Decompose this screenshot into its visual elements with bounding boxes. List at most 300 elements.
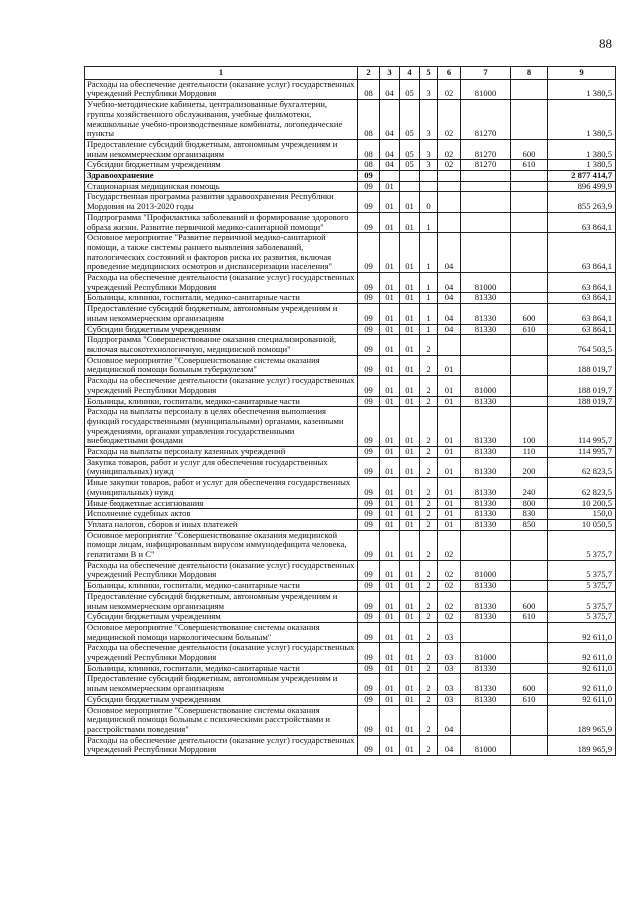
- subsection-code-cell: 01: [380, 478, 400, 498]
- table-row: [85, 674, 616, 694]
- table-row: [85, 396, 616, 407]
- table-row: [85, 407, 616, 447]
- section-code-cell: 09: [358, 171, 380, 182]
- subsection-code-cell: 01: [380, 509, 400, 520]
- row-name-cell: Основное мероприятие "Развитие первичной медико-санитарной помощи, а также системы раннего выявления заболеваний, патологических состояний и факторов риска их развития, включая проведение медицинских осмотров и диспансеризации населения": [85, 233, 358, 273]
- section-code-cell: 09: [358, 498, 380, 509]
- program-code-cell: 01: [400, 376, 420, 396]
- direction-code-cell: [461, 212, 511, 232]
- measure-code-cell: [438, 212, 461, 232]
- header-cell: 8: [511, 67, 548, 80]
- amount-cell: 189 965,9: [548, 705, 616, 735]
- row-name-cell: Основное мероприятие "Совершенствование оказания медицинской помощи лицам, инфицированным вирусом иммунодефицита человека, гепатитами В и С": [85, 530, 358, 560]
- expense-type-cell: [511, 355, 548, 375]
- subsection-code-cell: 01: [380, 233, 400, 273]
- table-row: [85, 233, 616, 273]
- row-name-cell: Основное мероприятие "Совершенствование системы оказания медицинской помощи больным с психическими расстройствами и расстройствами поведения": [85, 705, 358, 735]
- subsection-code-cell: 01: [380, 396, 400, 407]
- table-row: [85, 509, 616, 520]
- table-row: [85, 273, 616, 293]
- program-code-cell: 01: [400, 457, 420, 477]
- subprogram-code-cell: 2: [420, 581, 438, 592]
- row-name-cell: Предоставление субсидий бюджетным, автономным учреждениям и иным некоммерческим организациям: [85, 674, 358, 694]
- direction-code-cell: [461, 233, 511, 273]
- measure-code-cell: 01: [438, 355, 461, 375]
- row-name-cell: Расходы на обеспечение деятельности (оказание услуг) государственных учреждений Республики Мордовия: [85, 273, 358, 293]
- expense-type-cell: [511, 581, 548, 592]
- subprogram-code-cell: 2: [420, 478, 438, 498]
- row-name-cell: Предоставление субсидий бюджетным, автономным учреждениям и иным некоммерческим организациям: [85, 591, 358, 611]
- program-code-cell: 01: [400, 674, 420, 694]
- subsection-code-cell: 01: [380, 335, 400, 355]
- section-code-cell: 09: [358, 192, 380, 212]
- amount-cell: 92 611,0: [548, 694, 616, 705]
- table-row: [85, 139, 616, 159]
- row-name-cell: Основное мероприятие "Совершенствование системы оказания медицинской помощи больным туберкулезом": [85, 355, 358, 375]
- expense-type-cell: [511, 192, 548, 212]
- subprogram-code-cell: 1: [420, 304, 438, 324]
- table-row: [85, 324, 616, 335]
- program-code-cell: 01: [400, 396, 420, 407]
- row-name-cell: Расходы на выплаты персоналу в целях обеспечения выполнения функций государственными (муниципальными) органами, казенными учреждениями, органами управления государственными внебюджетными фондами: [85, 407, 358, 447]
- expense-type-cell: [511, 335, 548, 355]
- program-code-cell: 01: [400, 212, 420, 232]
- measure-code-cell: [438, 181, 461, 192]
- subprogram-code-cell: 2: [420, 498, 438, 509]
- section-code-cell: 09: [358, 376, 380, 396]
- direction-code-cell: 81330: [461, 293, 511, 304]
- expense-type-cell: 240: [511, 478, 548, 498]
- program-code-cell: 01: [400, 735, 420, 755]
- measure-code-cell: 04: [438, 293, 461, 304]
- program-code-cell: 01: [400, 335, 420, 355]
- direction-code-cell: 81330: [461, 498, 511, 509]
- measure-code-cell: 01: [438, 519, 461, 530]
- direction-code-cell: 81000: [461, 376, 511, 396]
- section-code-cell: 09: [358, 447, 380, 458]
- table-row: [85, 447, 616, 458]
- program-code-cell: 01: [400, 591, 420, 611]
- program-code-cell: 01: [400, 304, 420, 324]
- table-header-row: [85, 67, 616, 80]
- direction-code-cell: 81000: [461, 273, 511, 293]
- amount-cell: 62 823,5: [548, 478, 616, 498]
- expense-type-cell: 600: [511, 304, 548, 324]
- program-code-cell: 01: [400, 407, 420, 447]
- direction-code-cell: 81000: [461, 79, 511, 99]
- measure-code-cell: 02: [438, 612, 461, 623]
- subsection-code-cell: 01: [380, 612, 400, 623]
- direction-code-cell: [461, 171, 511, 182]
- row-name-cell: Подпрограмма "Профилактика заболеваний и формирование здорового образа жизни. Развитие первичной медико-санитарной помощи": [85, 212, 358, 232]
- direction-code-cell: 81330: [461, 519, 511, 530]
- measure-code-cell: 03: [438, 622, 461, 642]
- section-code-cell: 09: [358, 396, 380, 407]
- table-row: [85, 181, 616, 192]
- table-row: [85, 79, 616, 99]
- measure-code-cell: 01: [438, 407, 461, 447]
- row-name-cell: Больницы, клиники, госпитали, медико-санитарные части: [85, 581, 358, 592]
- subprogram-code-cell: 2: [420, 663, 438, 674]
- row-name-cell: Закупка товаров, работ и услуг для обеспечения государственных (муниципальных) нужд: [85, 457, 358, 477]
- section-code-cell: 09: [358, 674, 380, 694]
- subprogram-code-cell: 2: [420, 622, 438, 642]
- subprogram-code-cell: 2: [420, 407, 438, 447]
- amount-cell: 114 995,7: [548, 407, 616, 447]
- subprogram-code-cell: 2: [420, 355, 438, 375]
- table-row: [85, 376, 616, 396]
- subprogram-code-cell: 2: [420, 519, 438, 530]
- expense-type-cell: 200: [511, 457, 548, 477]
- subsection-code-cell: 01: [380, 181, 400, 192]
- section-code-cell: 09: [358, 612, 380, 623]
- direction-code-cell: 81270: [461, 139, 511, 159]
- program-code-cell: 05: [400, 100, 420, 140]
- row-name-cell: Субсидии бюджетным учреждениям: [85, 612, 358, 623]
- amount-cell: 5 375,7: [548, 612, 616, 623]
- section-code-cell: 09: [358, 457, 380, 477]
- table-row: [85, 100, 616, 140]
- subprogram-code-cell: 2: [420, 674, 438, 694]
- table-row: [85, 622, 616, 642]
- subsection-code-cell: 01: [380, 530, 400, 560]
- header-cell: 4: [400, 67, 420, 80]
- expense-type-cell: [511, 79, 548, 99]
- section-code-cell: 09: [358, 273, 380, 293]
- measure-code-cell: 01: [438, 509, 461, 520]
- amount-cell: 63 864,1: [548, 233, 616, 273]
- subprogram-code-cell: 2: [420, 643, 438, 663]
- expense-type-cell: 800: [511, 498, 548, 509]
- expense-type-cell: 600: [511, 139, 548, 159]
- direction-code-cell: 81330: [461, 324, 511, 335]
- row-name-cell: Иные закупки товаров, работ и услуг для обеспечения государственных (муниципальных) нужд: [85, 478, 358, 498]
- table-row: [85, 643, 616, 663]
- program-code-cell: 01: [400, 498, 420, 509]
- direction-code-cell: 81330: [461, 663, 511, 674]
- table-row: [85, 192, 616, 212]
- expense-type-cell: 600: [511, 591, 548, 611]
- row-name-cell: Стационарная медицинская помощь: [85, 181, 358, 192]
- row-name-cell: Подпрограмма "Совершенствование оказания специализированной, включая высокотехнологичную, медицинской помощи": [85, 335, 358, 355]
- table-row: [85, 519, 616, 530]
- measure-code-cell: 01: [438, 396, 461, 407]
- measure-code-cell: 03: [438, 643, 461, 663]
- program-code-cell: 01: [400, 324, 420, 335]
- section-code-cell: 09: [358, 304, 380, 324]
- header-cell: 3: [380, 67, 400, 80]
- row-name-cell: Государственная программа развития здравоохранения Республики Мордовия на 2013-2020 годы: [85, 192, 358, 212]
- subsection-code-cell: 01: [380, 663, 400, 674]
- subsection-code-cell: 01: [380, 694, 400, 705]
- section-code-cell: 09: [358, 622, 380, 642]
- subsection-code-cell: 01: [380, 705, 400, 735]
- row-name-cell: Расходы на обеспечение деятельности (оказание услуг) государственных учреждений Республики Мордовия: [85, 643, 358, 663]
- row-name-cell: Расходы на обеспечение деятельности (оказание услуг) государственных учреждений Республики Мордовия: [85, 79, 358, 99]
- subsection-code-cell: 01: [380, 376, 400, 396]
- amount-cell: 188 019,7: [548, 355, 616, 375]
- page-number: 88: [599, 36, 612, 51]
- program-code-cell: 01: [400, 273, 420, 293]
- amount-cell: 1 380,5: [548, 100, 616, 140]
- section-code-cell: 09: [358, 407, 380, 447]
- program-code-cell: 05: [400, 79, 420, 99]
- expense-type-cell: 610: [511, 160, 548, 171]
- program-code-cell: 01: [400, 612, 420, 623]
- expense-type-cell: 610: [511, 324, 548, 335]
- subsection-code-cell: [380, 171, 400, 182]
- direction-code-cell: 81000: [461, 560, 511, 580]
- header-cell: 7: [461, 67, 511, 80]
- amount-cell: 150,0: [548, 509, 616, 520]
- expense-type-cell: [511, 376, 548, 396]
- expense-type-cell: [511, 622, 548, 642]
- row-name-cell: Расходы на обеспечение деятельности (оказание услуг) государственных учреждений Республики Мордовия: [85, 560, 358, 580]
- expense-type-cell: 600: [511, 674, 548, 694]
- row-name-cell: Расходы на обеспечение деятельности (оказание услуг) государственных учреждений Республики Мордовия: [85, 735, 358, 755]
- program-code-cell: 01: [400, 622, 420, 642]
- expense-type-cell: 830: [511, 509, 548, 520]
- amount-cell: 63 864,1: [548, 273, 616, 293]
- section-code-cell: 09: [358, 233, 380, 273]
- program-code-cell: 05: [400, 160, 420, 171]
- row-name-cell: Исполнение судебных актов: [85, 509, 358, 520]
- subsection-code-cell: 01: [380, 581, 400, 592]
- subprogram-code-cell: 2: [420, 509, 438, 520]
- table-row: [85, 663, 616, 674]
- subprogram-code-cell: 1: [420, 324, 438, 335]
- subprogram-code-cell: 3: [420, 160, 438, 171]
- direction-code-cell: 81330: [461, 304, 511, 324]
- expense-type-cell: 850: [511, 519, 548, 530]
- section-code-cell: 09: [358, 591, 380, 611]
- measure-code-cell: 03: [438, 694, 461, 705]
- amount-cell: 92 611,0: [548, 663, 616, 674]
- amount-cell: 5 375,7: [548, 530, 616, 560]
- amount-cell: 189 965,9: [548, 735, 616, 755]
- amount-cell: 92 611,0: [548, 643, 616, 663]
- subsection-code-cell: 01: [380, 735, 400, 755]
- row-name-cell: Здравоохранение: [85, 171, 358, 182]
- subsection-code-cell: 04: [380, 160, 400, 171]
- table-row: [85, 591, 616, 611]
- direction-code-cell: [461, 355, 511, 375]
- expense-type-cell: [511, 171, 548, 182]
- subsection-code-cell: 04: [380, 139, 400, 159]
- table-row: [85, 171, 616, 182]
- subprogram-code-cell: 0: [420, 192, 438, 212]
- section-code-cell: 09: [358, 293, 380, 304]
- subsection-code-cell: 01: [380, 304, 400, 324]
- row-name-cell: Предоставление субсидий бюджетным, автономным учреждениям и иным некоммерческим организациям: [85, 304, 358, 324]
- subsection-code-cell: 01: [380, 643, 400, 663]
- subsection-code-cell: 01: [380, 498, 400, 509]
- header-cell: 5: [420, 67, 438, 80]
- subprogram-code-cell: 2: [420, 560, 438, 580]
- direction-code-cell: 81330: [461, 612, 511, 623]
- subprogram-code-cell: 2: [420, 396, 438, 407]
- program-code-cell: 01: [400, 560, 420, 580]
- direction-code-cell: 81270: [461, 160, 511, 171]
- subprogram-code-cell: 2: [420, 457, 438, 477]
- amount-cell: 2 877 414,7: [548, 171, 616, 182]
- measure-code-cell: 02: [438, 139, 461, 159]
- expense-type-cell: [511, 735, 548, 755]
- measure-code-cell: 04: [438, 304, 461, 324]
- subsection-code-cell: 01: [380, 324, 400, 335]
- amount-cell: 1 380,5: [548, 139, 616, 159]
- row-name-cell: Субсидии бюджетным учреждениям: [85, 160, 358, 171]
- program-code-cell: 01: [400, 478, 420, 498]
- table-body: [85, 79, 616, 755]
- table-row: [85, 612, 616, 623]
- amount-cell: 855 263,9: [548, 192, 616, 212]
- table-row: [85, 694, 616, 705]
- subsection-code-cell: 01: [380, 407, 400, 447]
- section-code-cell: 09: [358, 181, 380, 192]
- expense-type-cell: 110: [511, 447, 548, 458]
- amount-cell: 896 499,9: [548, 181, 616, 192]
- table-row: [85, 304, 616, 324]
- row-name-cell: Расходы на обеспечение деятельности (оказание услуг) государственных учреждений Республики Мордовия: [85, 376, 358, 396]
- section-code-cell: 08: [358, 79, 380, 99]
- expense-type-cell: 610: [511, 694, 548, 705]
- program-code-cell: [400, 181, 420, 192]
- measure-code-cell: 01: [438, 447, 461, 458]
- program-code-cell: 01: [400, 233, 420, 273]
- measure-code-cell: 02: [438, 160, 461, 171]
- subprogram-code-cell: 2: [420, 705, 438, 735]
- subsection-code-cell: 01: [380, 293, 400, 304]
- subprogram-code-cell: 2: [420, 612, 438, 623]
- direction-code-cell: [461, 192, 511, 212]
- program-code-cell: 01: [400, 293, 420, 304]
- program-code-cell: 01: [400, 530, 420, 560]
- amount-cell: 63 864,1: [548, 324, 616, 335]
- subprogram-code-cell: 3: [420, 139, 438, 159]
- section-code-cell: 09: [358, 212, 380, 232]
- table-row: [85, 212, 616, 232]
- expense-type-cell: [511, 663, 548, 674]
- subprogram-code-cell: 1: [420, 212, 438, 232]
- subprogram-code-cell: [420, 181, 438, 192]
- direction-code-cell: 81330: [461, 581, 511, 592]
- program-code-cell: 01: [400, 705, 420, 735]
- amount-cell: 63 864,1: [548, 293, 616, 304]
- amount-cell: 764 503,5: [548, 335, 616, 355]
- subprogram-code-cell: 2: [420, 735, 438, 755]
- row-name-cell: Субсидии бюджетным учреждениям: [85, 324, 358, 335]
- section-code-cell: 09: [358, 694, 380, 705]
- program-code-cell: 01: [400, 694, 420, 705]
- amount-cell: 92 611,0: [548, 674, 616, 694]
- measure-code-cell: 03: [438, 674, 461, 694]
- subsection-code-cell: 01: [380, 192, 400, 212]
- section-code-cell: 09: [358, 478, 380, 498]
- row-name-cell: Учебно-методические кабинеты, централизованные бухгалтерии, группы хозяйственного обслуживания, учебные фильмотеки, межшкольные учебно-производственные комбинаты, логопедические пункты: [85, 100, 358, 140]
- header-cell: 2: [358, 67, 380, 80]
- section-code-cell: 09: [358, 355, 380, 375]
- direction-code-cell: 81330: [461, 694, 511, 705]
- table-row: [85, 498, 616, 509]
- section-code-cell: 09: [358, 530, 380, 560]
- program-code-cell: 01: [400, 447, 420, 458]
- section-code-cell: 08: [358, 160, 380, 171]
- table-row: [85, 160, 616, 171]
- amount-cell: 1 380,5: [548, 160, 616, 171]
- program-code-cell: 01: [400, 192, 420, 212]
- direction-code-cell: 81330: [461, 509, 511, 520]
- direction-code-cell: [461, 530, 511, 560]
- measure-code-cell: 02: [438, 581, 461, 592]
- subsection-code-cell: 01: [380, 674, 400, 694]
- subsection-code-cell: 01: [380, 457, 400, 477]
- subprogram-code-cell: 1: [420, 233, 438, 273]
- table-row: [85, 478, 616, 498]
- measure-code-cell: [438, 171, 461, 182]
- subsection-code-cell: 01: [380, 560, 400, 580]
- measure-code-cell: 01: [438, 498, 461, 509]
- subsection-code-cell: 01: [380, 355, 400, 375]
- table-row: [85, 457, 616, 477]
- program-code-cell: 01: [400, 663, 420, 674]
- subsection-code-cell: 01: [380, 273, 400, 293]
- expense-type-cell: [511, 100, 548, 140]
- amount-cell: 5 375,7: [548, 591, 616, 611]
- measure-code-cell: 01: [438, 376, 461, 396]
- subprogram-code-cell: 3: [420, 79, 438, 99]
- subprogram-code-cell: 2: [420, 447, 438, 458]
- section-code-cell: 09: [358, 519, 380, 530]
- subsection-code-cell: 01: [380, 212, 400, 232]
- header-cell: 6: [438, 67, 461, 80]
- measure-code-cell: 02: [438, 79, 461, 99]
- direction-code-cell: 81330: [461, 674, 511, 694]
- table-row: [85, 705, 616, 735]
- direction-code-cell: [461, 705, 511, 735]
- amount-cell: 62 823,5: [548, 457, 616, 477]
- section-code-cell: 09: [358, 335, 380, 355]
- direction-code-cell: 81330: [461, 447, 511, 458]
- measure-code-cell: [438, 192, 461, 212]
- direction-code-cell: 81330: [461, 478, 511, 498]
- budget-table: [84, 66, 616, 756]
- section-code-cell: 09: [358, 581, 380, 592]
- subprogram-code-cell: 2: [420, 530, 438, 560]
- program-code-cell: 01: [400, 509, 420, 520]
- subprogram-code-cell: 3: [420, 100, 438, 140]
- direction-code-cell: 81330: [461, 457, 511, 477]
- measure-code-cell: 04: [438, 735, 461, 755]
- expense-type-cell: 610: [511, 612, 548, 623]
- program-code-cell: 01: [400, 581, 420, 592]
- measure-code-cell: [438, 335, 461, 355]
- expense-type-cell: [511, 643, 548, 663]
- subsection-code-cell: 01: [380, 591, 400, 611]
- expense-type-cell: [511, 181, 548, 192]
- direction-code-cell: [461, 335, 511, 355]
- expense-type-cell: [511, 212, 548, 232]
- subsection-code-cell: 01: [380, 447, 400, 458]
- measure-code-cell: 04: [438, 233, 461, 273]
- direction-code-cell: 81330: [461, 591, 511, 611]
- direction-code-cell: 81330: [461, 396, 511, 407]
- table-row: [85, 530, 616, 560]
- measure-code-cell: 01: [438, 457, 461, 477]
- expense-type-cell: [511, 530, 548, 560]
- subprogram-code-cell: 1: [420, 273, 438, 293]
- subsection-code-cell: 01: [380, 622, 400, 642]
